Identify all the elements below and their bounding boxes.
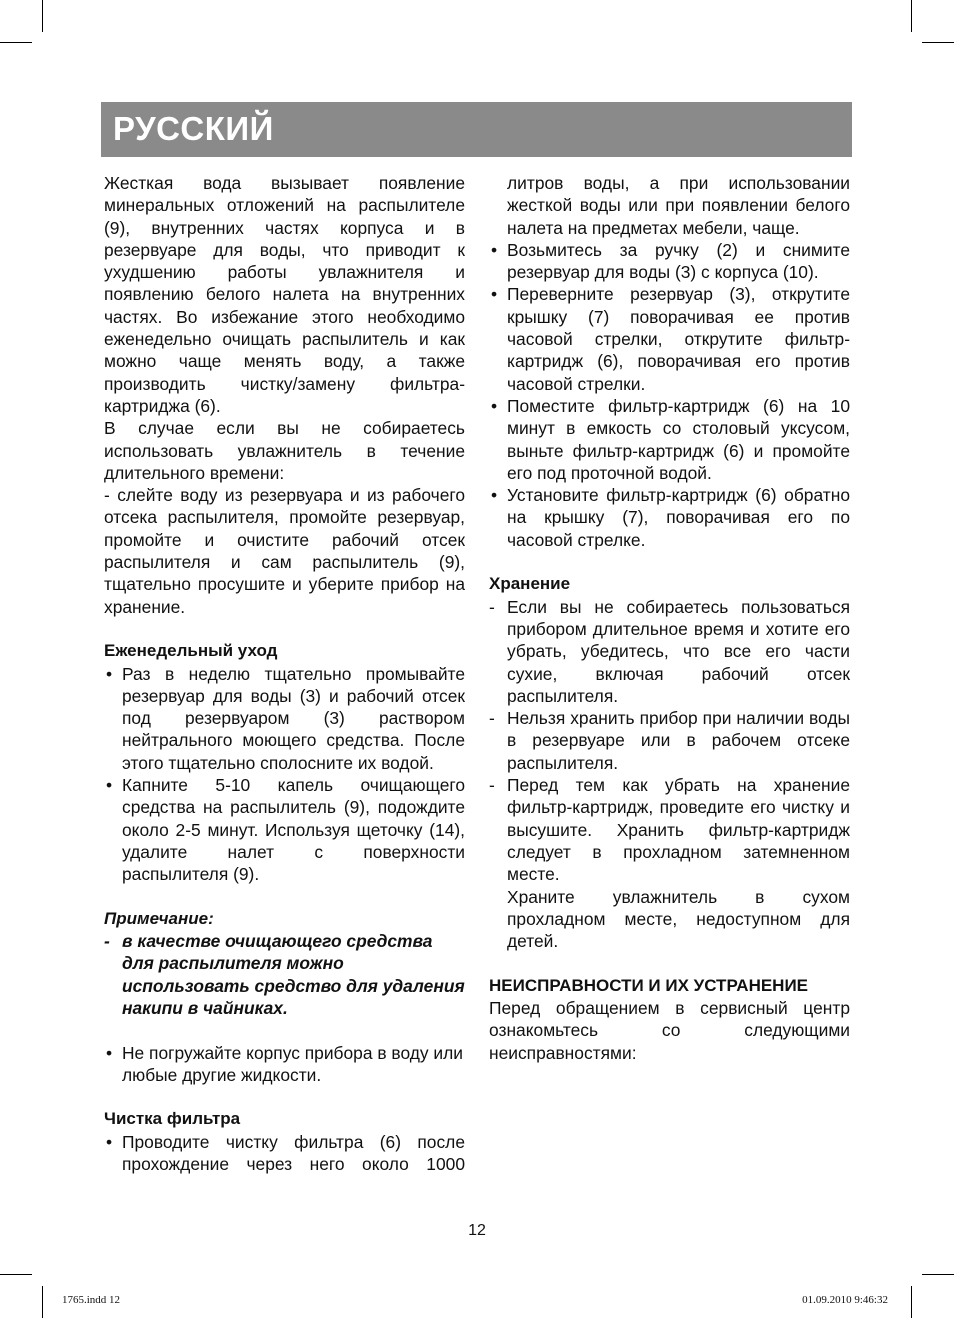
bullet-marker: • [491,485,498,506]
list-item: • Проводите чистку фильтра (6) после прохождение через него около 1000 [106,1131,465,1175]
intro-paragraph: Жесткая вода вызывает появление минеральных отложений на распылителе (9), внутренних частях корпуса и в резервуаре для воды, что приводит к ухудшению работы увлажнителя и появлению белого налета на внутренних частях. Во избежание этого необходимо еженедельно очищать распылитель и как можно чаще менять воду, а также производить чистку/замену фильтра-картриджа (6). [104,173,465,416]
warning-list [104,1042,465,1087]
left-column [104,172,465,1175]
crop-mark [922,1274,954,1275]
bullet-marker: • [106,1042,113,1063]
note-heading: Примечание: [104,908,214,928]
list-item: - Нельзя хранить прибор при наличии воды в резервуаре или в рабочем отсеке распылителя. [489,708,850,773]
bullet-marker: • [106,1131,113,1152]
filter-item-continuation: литров воды, а при использовании жесткой воды или при появлении белого налета на предметах мебели, чаще. [507,173,850,238]
storage-heading: Хранение [489,574,571,594]
long-storage-step: - слейте воду из резервуара и из рабочего отсека распылителя, промойте резервуар, промойте и очистите рабочий отсек распылителя и сам распылитель (9), тщательно просушите и уберите прибор на хранение. [104,485,465,617]
dash-marker: - [489,708,495,729]
filter-steps-list [489,239,850,551]
storage-list [489,596,850,886]
list-item: • Поместите фильтр-картридж (6) на 10 минут в емкость со столовый уксусом, выньте фильтр-картридж (6) и промойте его под проточной водой. [491,395,850,483]
crop-mark [42,0,43,32]
filter-cleaning-list [104,1131,465,1176]
long-storage-intro: В случае если вы не собираетесь использовать увлажнитель в течение длительного времени: [104,418,465,483]
list-item: • Не погружайте корпус прибора в воду или любые другие жидкости. [106,1042,464,1085]
list-item: • Переверните резервуар (3), открутите крышку (7) поворачивая ее против часовой стрелки, открутите фильтр-картридж (6), поворачивая его против часовой стрелки. [491,284,850,394]
print-slug-file: 1765.indd 12 [62,1294,121,1306]
bullet-marker: • [106,775,113,796]
bullet-marker: • [106,663,113,684]
bullet-marker: • [491,239,498,260]
filter-cleaning-heading: Чистка фильтра [104,1109,241,1129]
dash-marker: - [489,596,495,617]
storage-extra-text: Храните увлажнитель в сухом прохладном месте, недоступном для детей. [507,886,850,952]
crop-mark [0,1274,32,1275]
language-title: РУССКИЙ [113,110,274,147]
list-item: • Раз в неделю тщательно промывайте резервуар для воды (3) и рабочий отсек под резервуаром (3) раствором нейтрального моющего средства. После этого тщательно сполосните их водой. [106,663,465,773]
list-item: • Капните 5-10 капель очищающего средства на распылитель (9), подождите около 2-5 минут. Используя щеточку (14), удалите налет с поверхности распылителя (9). [106,775,465,885]
language-header-bar [101,102,852,157]
dash-marker: - [104,931,110,952]
crop-mark [911,1286,912,1318]
bullet-marker: • [491,395,498,416]
list-item: - Перед тем как убрать на хранение фильтр-картридж, проведите его чистку и высушите. Хранить фильтр-картридж следует в прохладном затемненном месте. [489,775,850,885]
weekly-care-heading: Еженедельный уход [104,641,278,661]
list-item: - Если вы не собираетесь пользоваться прибором длительное время и хотите его убрать, убедитесь, что все его части сухие, включая рабочий отсек распылителя. [489,596,850,706]
crop-mark [911,0,912,32]
dash-marker: - [489,775,495,796]
list-item: • Возьмитесь за ручку (2) и снимите резервуар для воды (3) с корпуса (10). [491,239,850,283]
crop-mark [922,42,954,43]
note-list [104,930,465,1019]
troubleshooting-heading: НЕИСПРАВНОСТИ И ИХ УСТРАНЕНИЕ [489,975,809,995]
weekly-care-list [104,663,465,886]
bullet-marker: • [491,284,498,305]
print-slug-date: 01.09.2010 9:46:32 [802,1294,888,1306]
troubleshooting-intro: Перед обращением в сервисный центр ознакомьтесь со следующими неисправностями: [489,997,850,1063]
right-column [489,172,850,1064]
note-item: - в качестве очищающего средства для распылителя можно использовать средство для удаления накипи в чайниках. [104,931,465,1018]
crop-mark [42,1286,43,1318]
page-number: 12 [468,1222,486,1239]
crop-mark [0,42,32,43]
list-item: • Установите фильтр-картридж (6) обратно на крышку (7), поворачивая его по часовой стрелке. [491,485,850,550]
